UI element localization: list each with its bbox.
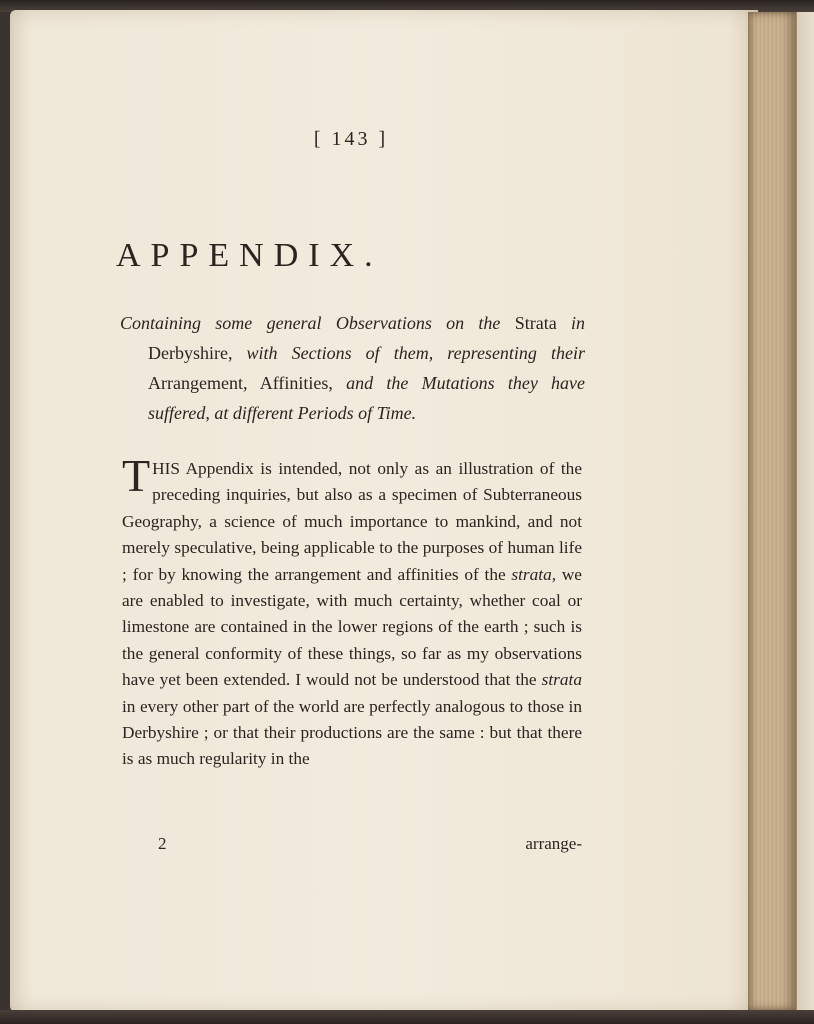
subtitle-part: in (571, 313, 586, 333)
body-text-segment: we are enabled to investigate, with much certainty, whether coal or limestone are contained in the lower regions of the earth ; such is the general conformity of these things, so far as my observations have yet been extended. I would not be understood that the (122, 564, 582, 690)
page-number: [ 143 ] (313, 128, 389, 150)
subtitle-part: with Sections of them, representing their (246, 343, 585, 363)
drop-cap: T (122, 450, 151, 501)
page-heading: APPENDIX. (116, 237, 383, 274)
page-edges (748, 12, 796, 1010)
body-text-segment: in every other part of the world are perfectly analogous to those in Derbyshire ; or that their productions are the same : but that there is as much regularity in the (122, 696, 582, 769)
first-word-rest: HIS (152, 459, 180, 478)
book-frame-bottom (0, 1010, 814, 1024)
subtitle-part: Derbyshire, (148, 343, 233, 363)
signature-mark: 2 (158, 834, 167, 853)
catchword: arrange- (525, 834, 582, 853)
subtitle-part: Strata (514, 313, 557, 333)
body-italic-strata: strata, (511, 564, 557, 584)
endpaper (796, 12, 814, 1010)
subtitle-part: and the Mutations they have suffered, at different Periods of Time. (148, 373, 586, 423)
subtitle-part: Containing some general Observations on the (120, 313, 501, 333)
body-text-segment: Appendix is intended, not only as an illustration of the preceding inquiries, but also as a specimen of Subterraneous Geography, a science of much importance to mankind, and not merely speculative, being applicable to the purposes of human life ; for by knowing the arrangement and affinities of the (122, 459, 582, 584)
subtitle (120, 308, 585, 428)
subtitle-part: Arrangement, Affinities, (148, 373, 333, 393)
body-paragraph (122, 450, 582, 773)
body-italic-strata: strata (541, 670, 582, 690)
